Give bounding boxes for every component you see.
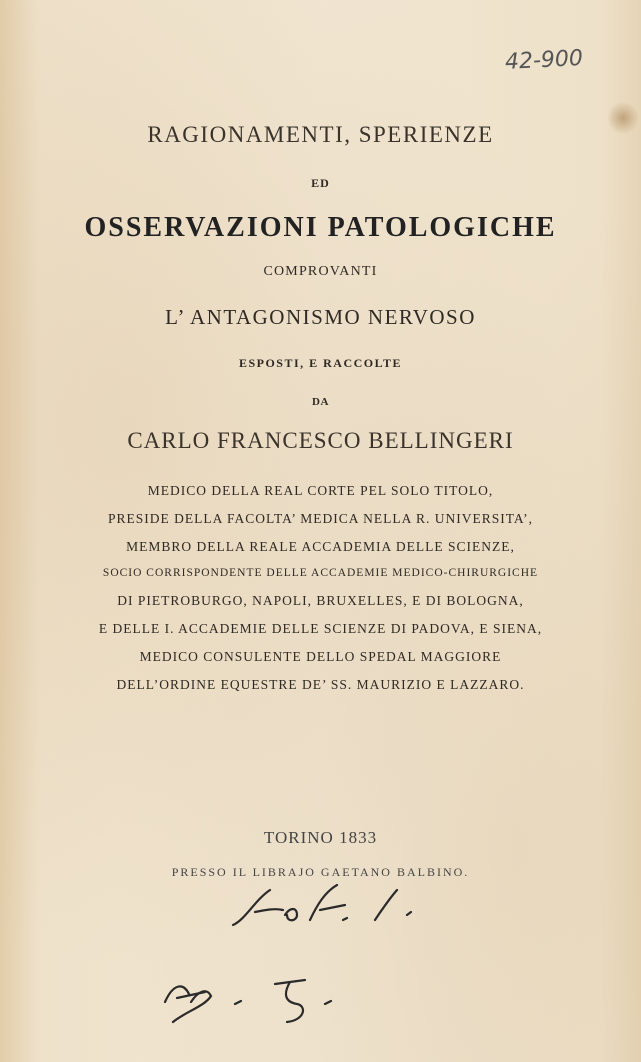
title-line-1: RAGIONAMENTI, SPERIENZE [147, 122, 494, 147]
handwritten-shelfmark [155, 962, 375, 1032]
credential-line: SOCIO CORRISPONDENTE DELLE ACCADEMIE MEDICO-CHIRURGICHE [102, 567, 539, 579]
imprint-place-year: TORINO 1833 [263, 828, 378, 847]
author-name: CARLO FRANCESCO BELLINGERI [127, 428, 514, 453]
title-line-5: L’ ANTAGONISMO NERVOSO [165, 305, 476, 329]
handwritten-signature-mark [225, 880, 425, 940]
credential-line: MEDICO DELLA REAL CORTE PEL SOLO TITOLO, [147, 483, 494, 498]
handwritten-catalog-number: 42-900 [504, 45, 584, 76]
title-line-7: DA [312, 396, 329, 408]
credential-line: DI PIETROBURGO, NAPOLI, BRUXELLES, E DI BOLOGNA, [117, 593, 524, 608]
title-line-6: ESPOSTI, E RACCOLTE [238, 356, 403, 370]
credential-line: DELL’ORDINE EQUESTRE DE’ SS. MAURIZIO E LAZZARO. [116, 677, 525, 692]
credential-line: PRESIDE DELLA FACOLTA’ MEDICA NELLA R. UNIVERSITA’, [107, 511, 534, 526]
credential-line: E DELLE I. ACCADEMIE DELLE SCIENZE DI PADOVA, E SIENA, [98, 621, 543, 636]
credential-line: MEDICO CONSULENTE DELLO SPEDAL MAGGIORE [139, 649, 502, 664]
title-main: OSSERVAZIONI PATOLOGICHE [84, 212, 557, 243]
credential-line: MEMBRO DELLA REALE ACCADEMIA DELLE SCIENZE, [126, 539, 515, 554]
title-line-2: ED [311, 176, 330, 190]
imprint-publisher: PRESSO IL LIBRAJO GAETANO BALBINO. [171, 865, 470, 879]
title-line-4: COMPROVANTI [263, 264, 378, 279]
